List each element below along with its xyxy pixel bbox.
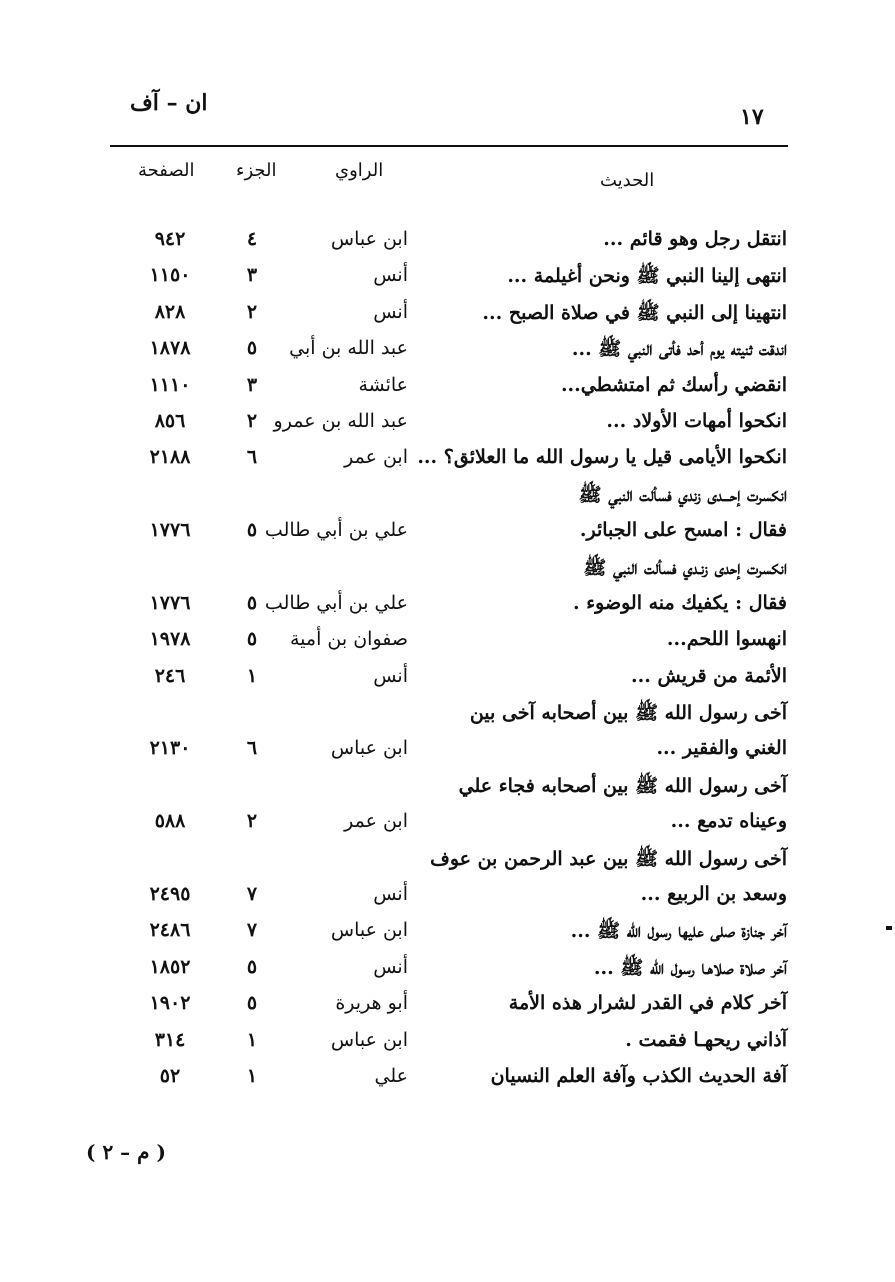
table-row [0, 513, 895, 549]
juz-number: ١ [246, 1064, 258, 1087]
column-header-hadith: الحديث [600, 170, 655, 191]
juz-number: ١ [246, 664, 258, 687]
table-row [0, 986, 895, 1022]
table-row [0, 222, 895, 258]
table-row [0, 477, 895, 513]
rawi-name: ابن عباس [330, 919, 408, 942]
table-row [0, 804, 895, 840]
juz-number: ٧ [246, 919, 258, 942]
hadith-text: فقال : يكفيك منه الوضوء . [573, 591, 787, 614]
page-ref: ٢١٨٨ [149, 446, 191, 469]
page-ref: ١١٥٠ [149, 264, 191, 287]
table-row [0, 295, 895, 331]
page-ref: ٨٢٨ [154, 300, 186, 323]
edge-mark [886, 926, 892, 930]
hadith-text: آخى رسول الله ﷺ بين أصحابه فجاء علي [458, 774, 787, 797]
rawi-name: ابن عباس [330, 737, 408, 760]
page-ref: ٩٤٢ [154, 228, 186, 250]
juz-number: ٣ [246, 264, 258, 287]
juz-number: ٢ [246, 300, 258, 323]
juz-number: ٥ [246, 628, 258, 651]
rawi-name: صفوان بن أمية [290, 628, 408, 651]
hadith-text: انتهى إلينا النبي ﷺ ونحن أغيلمة ... [507, 265, 787, 288]
juz-number: ٥ [246, 955, 258, 978]
column-header-rawi: الراوي [335, 160, 384, 181]
table-row [0, 768, 895, 804]
table-row [0, 368, 895, 404]
hadith-text: آخر صلاة صلاهـا رسول الله ﷺ ... [593, 956, 787, 979]
table-row [0, 731, 895, 767]
page-ref: ٥٢ [159, 1064, 181, 1087]
hadith-text: الغني والفقير ... [656, 737, 787, 760]
page-ref: ١٧٧٦ [149, 591, 191, 614]
table-row [0, 695, 895, 731]
table-row [0, 1023, 895, 1059]
table-row [0, 404, 895, 440]
hadith-text: انكحوا أمهات الأولاد ... [606, 409, 787, 432]
rawi-name: أنس [373, 883, 408, 906]
page-ref: ٢٤٨٦ [149, 919, 191, 942]
rawi-name: أنس [373, 664, 408, 687]
table-row [0, 622, 895, 658]
juz-number: ٢ [246, 810, 258, 833]
table-row [0, 258, 895, 294]
table-row [0, 659, 895, 695]
table-row [0, 331, 895, 367]
rawi-name: ابن عمر [344, 810, 408, 833]
column-header-juz: الجزء [236, 160, 277, 181]
rawi-name: ابن عمر [344, 446, 408, 469]
table-row [0, 841, 895, 877]
page-ref: ١١١٠ [149, 373, 191, 396]
page-ref: ١٩٠٢ [149, 992, 191, 1015]
hadith-text: وعيناه تدمع ... [670, 810, 787, 833]
juz-number: ٢ [246, 409, 258, 432]
page-ref: ٣١٤ [154, 1028, 186, 1051]
hadith-text: انتقل رجل وهو قائم ... [603, 228, 787, 250]
header-rule [110, 145, 788, 147]
hadith-text: آخى رسول الله ﷺ بين عبد الرحمن بن عوف [430, 847, 787, 870]
hadith-text: الأئمة من قريش ... [631, 664, 787, 687]
page-number: ١٧ [740, 104, 764, 130]
column-header-page: الصفحة [138, 160, 195, 181]
hadith-text: انتهينا إلى النبي ﷺ في صلاة الصبح ... [482, 301, 787, 324]
hadith-text: اندقت ثنيته يوم أحد فأتى النبي ﷺ ... [571, 338, 787, 361]
table-row [0, 440, 895, 476]
juz-number: ٥ [246, 337, 258, 360]
rawi-name: أنس [373, 955, 408, 978]
hadith-text: آخى رسول الله ﷺ بين أصحابه آخى بين [469, 702, 787, 725]
juz-number: ٦ [246, 737, 258, 760]
juz-number: ٧ [246, 883, 258, 906]
rawi-name: علي بن أبي طالب [264, 519, 408, 542]
table-row [0, 550, 895, 586]
juz-number: ٥ [246, 519, 258, 542]
rawi-name: عبد الله بن عمرو [273, 409, 408, 432]
page-ref: ٢٤٦ [154, 664, 186, 687]
hadith-text: انكحوا الأيامى قيل يا رسول الله ما العلائق؟ ... [417, 446, 787, 469]
table-row [0, 586, 895, 622]
hadith-text: انهسوا اللحم... [666, 628, 787, 651]
rawi-name: ابن عباس [330, 1028, 408, 1051]
rawi-name: عائشة [358, 373, 408, 396]
page-ref: ١٨٥٢ [149, 955, 191, 978]
page-ref: ٨٥٦ [154, 409, 186, 432]
table-row [0, 1059, 895, 1095]
juz-number: ٤ [246, 228, 258, 250]
rawi-name: ابن عباس [330, 228, 408, 250]
table-row [0, 877, 895, 913]
page-ref: ٢١٣٠ [149, 737, 191, 760]
table-row [0, 913, 895, 949]
page-ref: ٢٤٩٥ [149, 883, 191, 906]
hadith-text: وسعد بن الربيع ... [640, 883, 787, 906]
juz-number: ٦ [246, 446, 258, 469]
juz-number: ٥ [246, 992, 258, 1015]
running-header-section: ان – آف [130, 90, 208, 116]
rawi-name: عبد الله بن أبي [289, 337, 408, 360]
rawi-name: علي بن أبي طالب [264, 591, 408, 614]
hadith-text: آخر جنازة صلى عليها رسول الله ﷺ ... [570, 920, 787, 943]
juz-number: ١ [246, 1028, 258, 1051]
juz-number: ٥ [246, 591, 258, 614]
hadith-text: انكسرت إحـــدى زندي فسألت النبي ﷺ [578, 483, 787, 506]
hadith-text: آخر كلام في القدر لشرار هذه الأمة [508, 992, 787, 1015]
juz-number: ٣ [246, 373, 258, 396]
page-ref: ١٧٧٦ [149, 519, 191, 542]
hadith-text: انكسرت إحدى زنـدي فسألت النبي ﷺ [583, 556, 787, 579]
rawi-name: أنس [373, 264, 408, 287]
hadith-text: انقضي رأسك ثم امتشطي... [560, 373, 787, 396]
hadith-text: آذاني ريحهـا فقمت . [625, 1028, 787, 1051]
table-row [0, 950, 895, 986]
page-ref: ١٨٧٨ [149, 337, 191, 360]
rawi-name: أبو هريرة [335, 992, 408, 1015]
page-ref: ٥٨٨ [154, 810, 186, 833]
rawi-name: علي [374, 1064, 408, 1087]
hadith-text: فقال : امسح على الجبائر. [579, 519, 787, 542]
hadith-text: آفة الحديث الكذب وآفة العلم النسيان [490, 1064, 787, 1087]
page-ref: ١٩٧٨ [149, 628, 191, 651]
rawi-name: أنس [373, 300, 408, 323]
signature-mark: ( م – ٢ ) [86, 1140, 166, 1164]
index-table [0, 222, 895, 1095]
